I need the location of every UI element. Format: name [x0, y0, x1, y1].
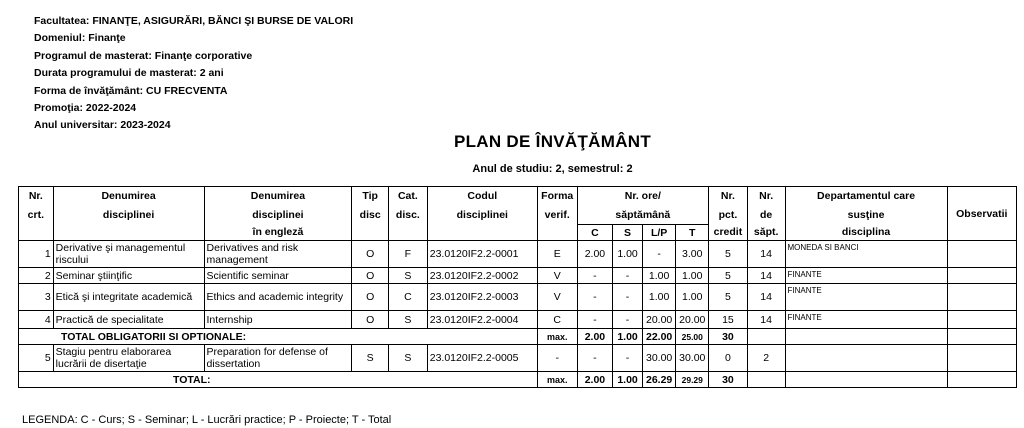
header-row-1	[19, 187, 1017, 206]
hours-t-header: T	[676, 225, 709, 241]
credits-header-3: credit	[709, 225, 748, 241]
header-row-3	[19, 225, 1017, 241]
table-row: 3 Etică şi integritate academică Ethics and academic integrity O C 23.0120IF2.2-0003 V - - 1.00 1.00 5 14 FINANTE	[19, 284, 1017, 311]
page-title: PLAN DE ÎNVĂŢĂMÂNT	[453, 132, 652, 151]
duration-line: Durata programului de masterat: 2 ani	[34, 67, 224, 80]
tip-header-2: disc	[352, 206, 389, 225]
subtotal-label: TOTAL OBLIGATORII SI OPTIONALE:	[19, 329, 538, 345]
table-row: 2 Seminar ştiinţific Scientific seminar O S 23.0120IF2.2-0002 V - - 1.00 1.00 5 14 FINANTE	[19, 268, 1017, 284]
code-header-1: Codul	[427, 187, 537, 206]
verif-header-2: verif.	[537, 206, 577, 225]
weeks-header-2: de	[747, 206, 785, 225]
total-row: TOTAL: max. 2.00 1.00 26.29 29.29 30	[19, 372, 1017, 388]
weeks-header-1: Nr.	[747, 187, 785, 206]
dept-header-1: Departamentul care	[785, 187, 947, 206]
subtotal-row: TOTAL OBLIGATORII SI OPTIONALE: max. 2.00 1.00 22.00 25.00 30	[19, 329, 1017, 345]
hours-s-header: S	[613, 225, 643, 241]
program-line: Programul de masterat: Finanţe corporative	[34, 49, 253, 62]
name-en-header-3: în engleză	[204, 225, 352, 241]
name-en-header-1: Denumirea	[204, 187, 352, 206]
dept-header-2: susţine	[785, 206, 947, 225]
domain-line: Domeniul: Finanţe	[34, 32, 126, 45]
name-en-header-2: disciplinei	[204, 206, 352, 225]
credits-header-2: pct.	[709, 206, 748, 225]
hours-header-1: Nr. ore/	[577, 187, 708, 206]
credits-header-1: Nr.	[709, 187, 748, 206]
document-header	[34, 13, 353, 135]
legend: LEGENDA: C - Curs; S - Seminar; L - Lucrări practice; P - Proiecte; T - Total	[22, 414, 392, 426]
table-row: 1 Derivative şi managementul riscului Derivatives and risk management O F 23.0120IF2.2-0001 E 2.00 1.00 - 3.00 5 14 MONEDA SI BANCI	[19, 241, 1017, 268]
dept-header-3: disciplina	[785, 225, 947, 241]
table-row: 4 Practică de specialitate Internship O S 23.0120IF2.2-0004 C - - 20.00 20.00 15 14 FINANTE	[19, 311, 1017, 329]
hours-lp-header: L/P	[642, 225, 676, 241]
form-line: Forma de învăţământ: CU FRECVENTA	[34, 84, 228, 97]
table-row: 5 Stagiu pentru elaborarea lucrării de disertaţie Preparation for defense of dissertation S S 23.0120IF2.2-0005 - - - 30.00 30.00 0 2	[19, 345, 1017, 372]
hours-header-2: săptămână	[577, 206, 708, 225]
code-header-2: disciplinei	[427, 206, 537, 225]
tip-header-1: Tip	[352, 187, 389, 206]
curriculum-table	[18, 186, 1017, 388]
nr-header-1: Nr.	[19, 187, 54, 206]
weeks-header-3: săpt.	[747, 225, 785, 241]
page-subtitle: Anul de studiu: 2, semestrul: 2	[472, 163, 633, 175]
cat-header-1: Cat.	[389, 187, 428, 206]
name-header-1: Denumirea	[53, 187, 204, 206]
faculty-line: Facultatea: FINANŢE, ASIGURĂRI, BĂNCI ŞI BURSE DE VALORI	[34, 15, 354, 27]
header-row-2	[19, 206, 1017, 225]
name-header-2: disciplinei	[53, 206, 204, 225]
cat-header-2: disc.	[389, 206, 428, 225]
obs-header: Observatii	[947, 187, 1016, 241]
nr-header-2: crt.	[19, 206, 54, 225]
promotion-line: Promoţia: 2022-2024	[34, 102, 137, 115]
total-label: TOTAL:	[19, 372, 538, 388]
hours-c-header: C	[577, 225, 613, 241]
year-line: Anul universitar: 2023-2024	[34, 119, 171, 132]
verif-header-1: Forma	[537, 187, 577, 206]
